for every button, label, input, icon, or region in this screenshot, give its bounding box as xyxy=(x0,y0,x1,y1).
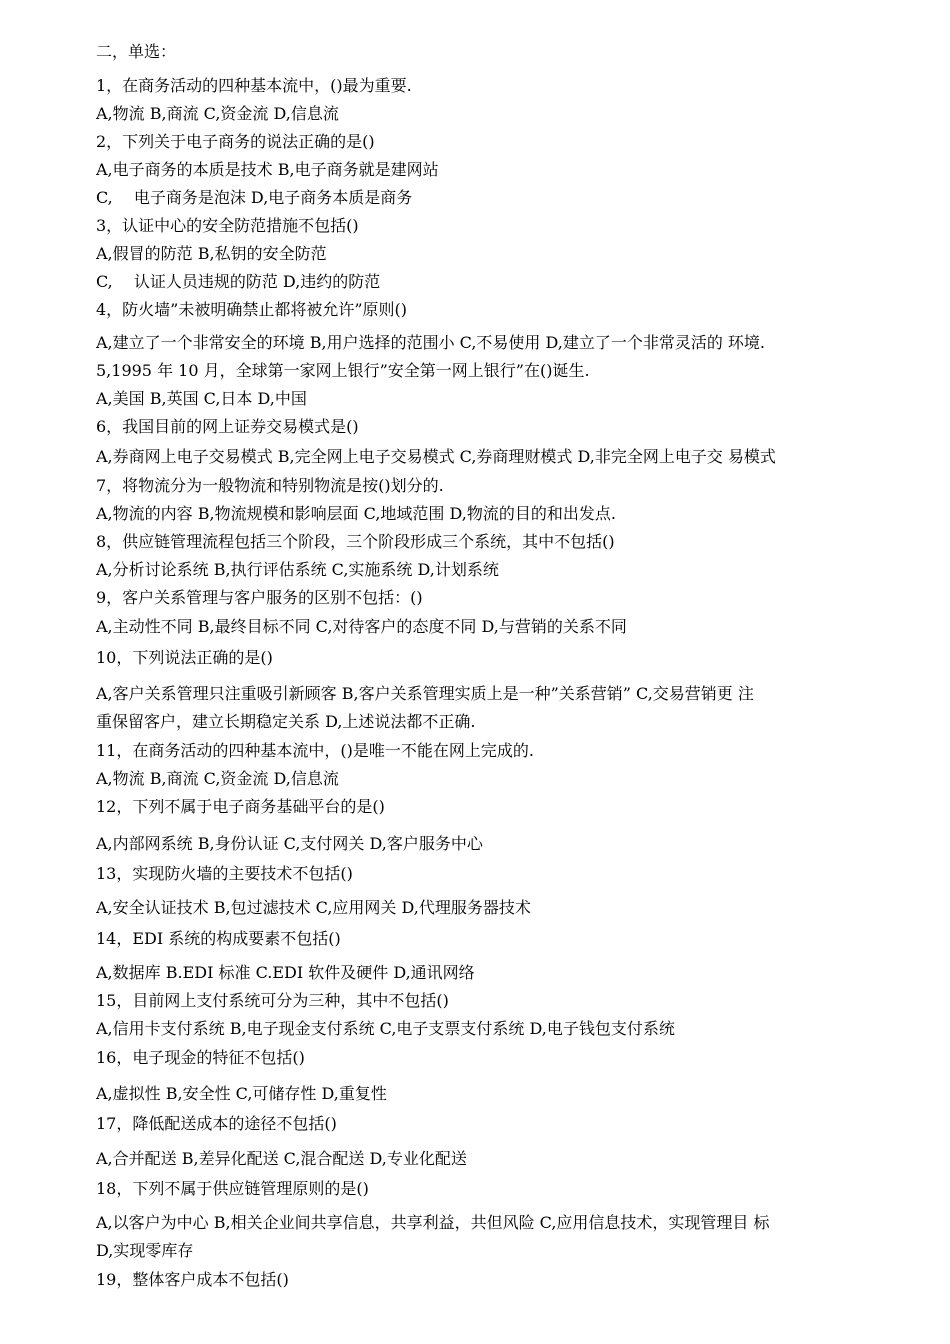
text-line: A,安全认证技术 B,包过滤技术 C,应用网关 D,代理服务器技术 xyxy=(96,898,531,917)
text-line: 4，防火墙”未被明确禁止都将被允许”原则() xyxy=(96,300,408,319)
text-line: A,主动性不同 B,最终目标不同 C,对待客户的态度不同 D,与营销的关系不同 xyxy=(96,617,627,636)
text-line: A,信用卡支付系统 B,电子现金支付系统 C,电子支票支付系统 D,电子钱包支付系统 xyxy=(96,1019,675,1038)
text-line: A,虚拟性 B,安全性 C,可储存性 D,重复性 xyxy=(96,1084,387,1103)
text-line: C, 电子商务是泡沫 D,电子商务本质是商务 xyxy=(96,188,413,207)
text-line: A,物流 B,商流 C,资金流 D,信息流 xyxy=(96,104,339,123)
text-line: 9，客户关系管理与客户服务的区别不包括：() xyxy=(96,588,423,607)
text-line: A,建立了一个非常安全的环境 B,用户选择的范围小 C,不易使用 D,建立了一个非常灵活的 环境. xyxy=(96,333,766,352)
text-line: 8，供应链管理流程包括三个阶段，三个阶段形成三个系统，其中不包括() xyxy=(96,532,615,551)
text-line: 11，在商务活动的四种基本流中，()是唯一不能在网上完成的. xyxy=(96,741,534,760)
text-line: 5,1995 年 10 月，全球第一家网上银行”安全第一网上银行”在()诞生. xyxy=(96,361,590,380)
section-title: 二，单选： xyxy=(96,42,177,61)
text-line: 13，实现防火墙的主要技术不包括() xyxy=(96,864,353,883)
text-line: A,物流 B,商流 C,资金流 D,信息流 xyxy=(96,769,339,788)
text-line: A,内部网系统 B,身份认证 C,支付网关 D,客户服务中心 xyxy=(96,834,483,853)
text-line: A,假冒的防范 B,私钥的安全防范 xyxy=(96,244,327,263)
text-line: A,客户关系管理只注重吸引新顾客 B,客户关系管理实质上是一种”关系营销” C,交易营销更 注 xyxy=(96,684,754,703)
text-line: 12，下列不属于电子商务基础平台的是() xyxy=(96,797,385,816)
text-line: D,实现零库存 xyxy=(96,1241,194,1260)
text-line: 19，整体客户成本不包括() xyxy=(96,1270,289,1289)
text-line: 10，下列说法正确的是() xyxy=(96,648,273,667)
text-line: 1，在商务活动的四种基本流中，()最为重要. xyxy=(96,76,412,95)
text-line: A,物流的内容 B,物流规模和影响层面 C,地域范围 D,物流的目的和出发点. xyxy=(96,504,616,523)
text-line: 6，我国目前的网上证券交易模式是() xyxy=(96,417,359,436)
text-line: A,美国 B,英国 C,日本 D,中国 xyxy=(96,389,307,408)
text-line: 重保留客户，建立长期稳定关系 D,上述说法都不正确. xyxy=(96,712,476,731)
text-line: A,合并配送 B,差异化配送 C,混合配送 D,专业化配送 xyxy=(96,1149,467,1168)
text-line: 3，认证中心的安全防范措施不包括() xyxy=(96,216,359,235)
text-line: A,券商网上电子交易模式 B,完全网上电子交易模式 C,券商理财模式 D,非完全网上电子交 易模式 xyxy=(96,447,776,466)
text-line: 7，将物流分为一般物流和特别物流是按()划分的. xyxy=(96,476,444,495)
text-line: C, 认证人员违规的防范 D,违约的防范 xyxy=(96,272,381,291)
text-line: 15，目前网上支付系统可分为三种，其中不包括() xyxy=(96,991,449,1010)
text-line: A,电子商务的本质是技术 B,电子商务就是建网站 xyxy=(96,160,439,179)
text-line: 18，下列不属于供应链管理原则的是() xyxy=(96,1179,369,1198)
text-line: A,数据库 B.EDI 标准 C.EDI 软件及硬件 D,通讯网络 xyxy=(96,963,475,982)
text-line: 16，电子现金的特征不包括() xyxy=(96,1048,305,1067)
text-line: 17，降低配送成本的途径不包括() xyxy=(96,1114,337,1133)
text-line: A,以客户为中心 B,相关企业间共享信息，共享利益，共但风险 C,应用信息技术，实现管理目 标 xyxy=(96,1213,770,1232)
text-line: A,分析讨论系统 B,执行评估系统 C,实施系统 D,计划系统 xyxy=(96,560,499,579)
text-line: 2，下列关于电子商务的说法正确的是() xyxy=(96,132,375,151)
text-line: 14，EDI 系统的构成要素不包括() xyxy=(96,929,341,948)
